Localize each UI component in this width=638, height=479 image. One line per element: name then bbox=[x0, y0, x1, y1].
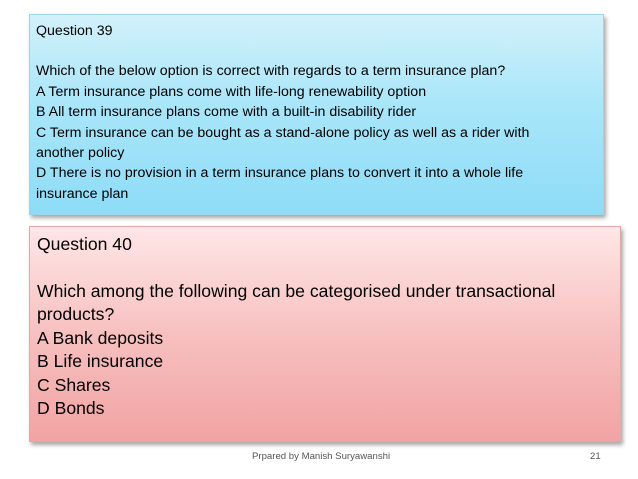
spacer bbox=[36, 41, 597, 61]
question-39-option-d: D There is no provision in a term insurance plans to convert it into a whole life bbox=[36, 165, 524, 182]
question-39-prompt: Which of the below option is correct with regards to a term insurance plan? bbox=[36, 63, 506, 80]
question-39-option-c-cont: another policy bbox=[36, 145, 125, 162]
spacer bbox=[37, 257, 614, 280]
question-40-option-b: B Life insurance bbox=[37, 351, 164, 371]
question-40-title: Question 40 bbox=[37, 234, 132, 254]
question-40-option-a: A Bank deposits bbox=[37, 327, 164, 348]
question-39-option-a: A Term insurance plans come with life-long renewability option bbox=[36, 83, 427, 100]
footer-credit: Prpared by Manish Suryawanshi bbox=[252, 451, 391, 462]
question-39-option-d-cont: insurance plan bbox=[36, 185, 129, 202]
question-39-box bbox=[29, 14, 604, 215]
question-40-prompt: Which among the following can be categorised under transactional bbox=[37, 280, 556, 301]
question-39-title: Question 39 bbox=[36, 23, 113, 39]
question-39-option-b: B All term insurance plans come with a built-in disability rider bbox=[36, 104, 417, 121]
question-39-option-c: C Term insurance can be bought as a stand-alone policy as well as a rider with bbox=[36, 124, 530, 141]
question-40-option-d: D Bonds bbox=[37, 398, 105, 418]
page-number: 21 bbox=[590, 451, 601, 462]
question-40-box bbox=[29, 226, 621, 442]
question-40-prompt-cont: products? bbox=[37, 304, 115, 324]
question-40-option-c: C Shares bbox=[37, 374, 111, 395]
